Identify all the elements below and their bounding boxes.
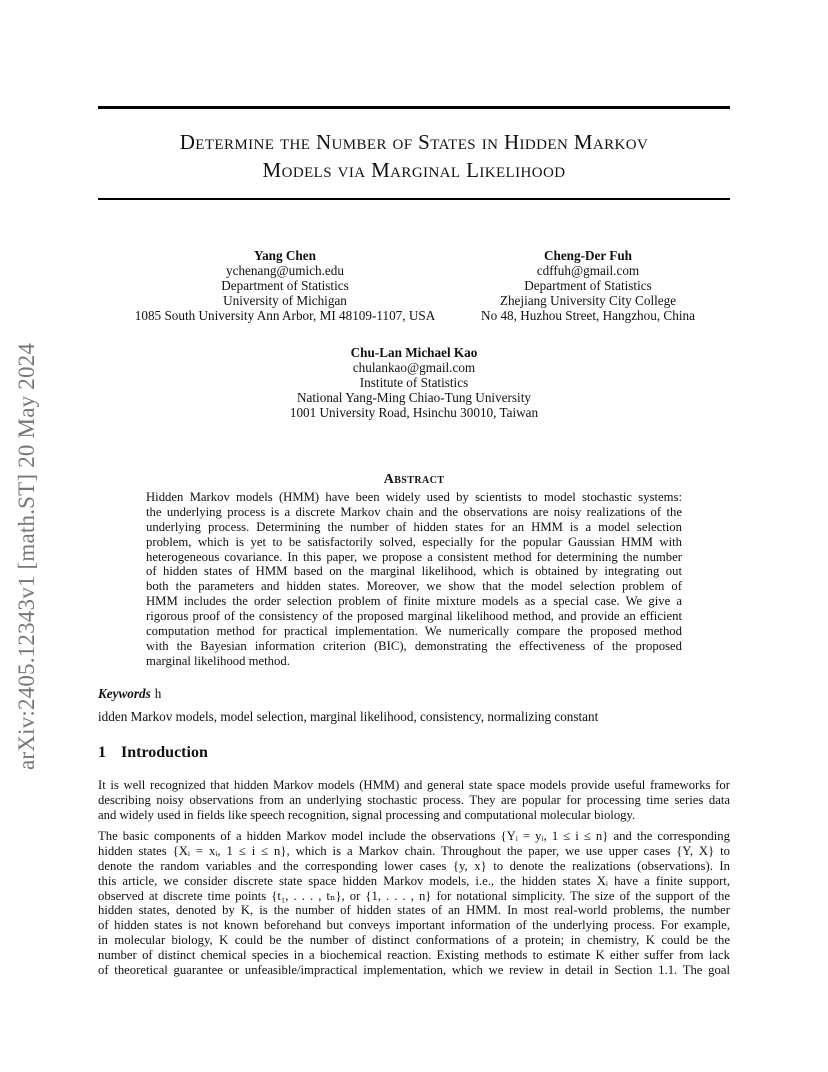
- section-title: Introduction: [121, 744, 208, 761]
- abstract-line: both the parameters and hidden states. Moreover, we show that the model selection problem of: [146, 579, 682, 594]
- paragraph-line: of hidden states is not known beforehand but conveys important information of the underlying process. For example,: [98, 918, 730, 933]
- author-institution: University of Michigan: [223, 293, 347, 308]
- paragraph-line: hidden states, denoted by K, is the number of hidden states of an HMM. In most real-world problems, the number: [98, 903, 730, 918]
- author-institution: National Yang-Ming Chiao-Tung University: [297, 390, 531, 405]
- abstract-line: marginal likelihood method.: [146, 653, 290, 668]
- author-department: Department of Statistics: [221, 278, 349, 293]
- paper-title: [98, 128, 730, 184]
- abstract-line: computation method for practical implementation. We numerically compare the proposed method: [146, 624, 682, 639]
- abstract-line: the underlying process is a discrete Markov chain and the observations are noisy realizations of the: [146, 504, 682, 519]
- keywords-text: idden Markov models, model selection, marginal likelihood, consistency, normalizing constant: [98, 709, 599, 724]
- author-email: chulankao@gmail.com: [352, 360, 476, 375]
- abstract-line: of hidden states of HMM based on the marginal likelihood, which is obtained by integrating out: [146, 564, 682, 579]
- abstract-line: HMM includes the order selection problem of finite mixture models as a special case. We give a: [146, 594, 682, 609]
- keywords-label: [98, 686, 161, 702]
- abstract-line: Hidden Markov models (HMM) have been widely used by scientists to model stochastic systems:: [146, 490, 682, 504]
- paragraph-line: The basic components of a hidden Markov model include the observations {Yᵢ = yᵢ, 1 ≤ i ≤ n} and the corresponding: [98, 829, 730, 843]
- abstract-line: underlying process. Determining the number of hidden states for an HMM is a model selection: [146, 519, 682, 534]
- author-email: ychenang@umich.edu: [226, 263, 344, 278]
- paragraph-line: number of distinct chemical species in a biochemical reaction. Existing methods to estimate K either suffer from lack: [98, 948, 730, 963]
- abstract-line: heterogeneous covariance. In this paper, we propose a consistent method for determining the number: [146, 549, 682, 564]
- title-top-rule: [98, 106, 730, 109]
- arxiv-identifier: arXiv:2405.12343v1 [math.ST] 20 May 2024: [14, 342, 39, 770]
- paragraph-line: hidden states {Xᵢ = xᵢ, 1 ≤ i ≤ n}, which is a Markov chain. Throughout the paper, we use upper cases {Y, X} to: [98, 843, 730, 858]
- section-heading: [98, 744, 208, 762]
- author-address: No 48, Huzhou Street, Hangzhou, China: [481, 308, 695, 323]
- abstract-line: problem, which is yet to be satisfactorily solved, especially for the popular Gaussian HMM with: [146, 534, 682, 549]
- paragraph-line: in molecular biology, K could be the number of distinct conformations of a protein; in chemistry, K could be the: [98, 933, 730, 948]
- abstract-line: rigorous proof of the consistency of the proposed marginal likelihood method, and provide an efficient: [146, 609, 682, 624]
- abstract-line: with the Bayesian information criterion (BIC), demonstrating the effectiveness of the proposed: [146, 638, 682, 653]
- keywords-heading: Keywords: [98, 686, 151, 701]
- author-block-2: [472, 248, 704, 323]
- paragraph-line: this article, we consider discrete state space hidden Markov models, i.e., the hidden states Xᵢ have a finite support,: [98, 873, 730, 888]
- intro-paragraph-1: [98, 778, 730, 823]
- author-address: 1085 South University Ann Arbor, MI 48109-1107, USA: [134, 308, 436, 323]
- intro-paragraph-2: [98, 829, 730, 978]
- author-name: Yang Chen: [254, 248, 316, 263]
- keywords-first-letter: h: [154, 686, 162, 701]
- title-line-2: Models via Marginal Likelihood: [262, 158, 566, 182]
- author-block-1: [130, 248, 440, 323]
- author-department: Institute of Statistics: [359, 375, 469, 390]
- paragraph-line: of theoretical guarantee or unfeasible/impractical implementation, which we review in detail in Section 1.1. The goal: [98, 963, 730, 978]
- abstract-body: [146, 490, 682, 669]
- author-department: Department of Statistics: [524, 278, 652, 293]
- paragraph-line: It is well recognized that hidden Markov models (HMM) and general state space models provide useful frameworks for: [98, 778, 730, 792]
- author-name: Chu-Lan Michael Kao: [350, 345, 478, 360]
- author-block-3: [264, 345, 564, 420]
- paragraph-line: denote the random variables and the corresponding lower cases {y, x} to denote the realizations (observations). In: [98, 858, 730, 873]
- author-email: cdffuh@gmail.com: [536, 263, 640, 278]
- author-address: 1001 University Road, Hsinchu 30010, Taiwan: [289, 405, 539, 420]
- author-institution: Zhejiang University City College: [499, 293, 677, 308]
- author-name: Cheng-Der Fuh: [543, 248, 633, 263]
- paragraph-line: observed at discrete time points {t₁, . . . , tₙ}, or {1, . . . , n} for notational simplicity. The size of the support of the: [98, 888, 730, 903]
- abstract-heading: Abstract: [383, 472, 445, 487]
- section-number: 1: [98, 744, 106, 761]
- title-bottom-rule: [98, 198, 730, 200]
- paragraph-line: describing noisy observations from an underlying stochastic process. They are popular for processing time series data: [98, 792, 730, 807]
- title-line-1: Determine the Number of States in Hidden Markov: [179, 130, 649, 154]
- paragraph-line: and widely used in fields like speech recognition, signal processing and computational molecular biology.: [98, 807, 636, 822]
